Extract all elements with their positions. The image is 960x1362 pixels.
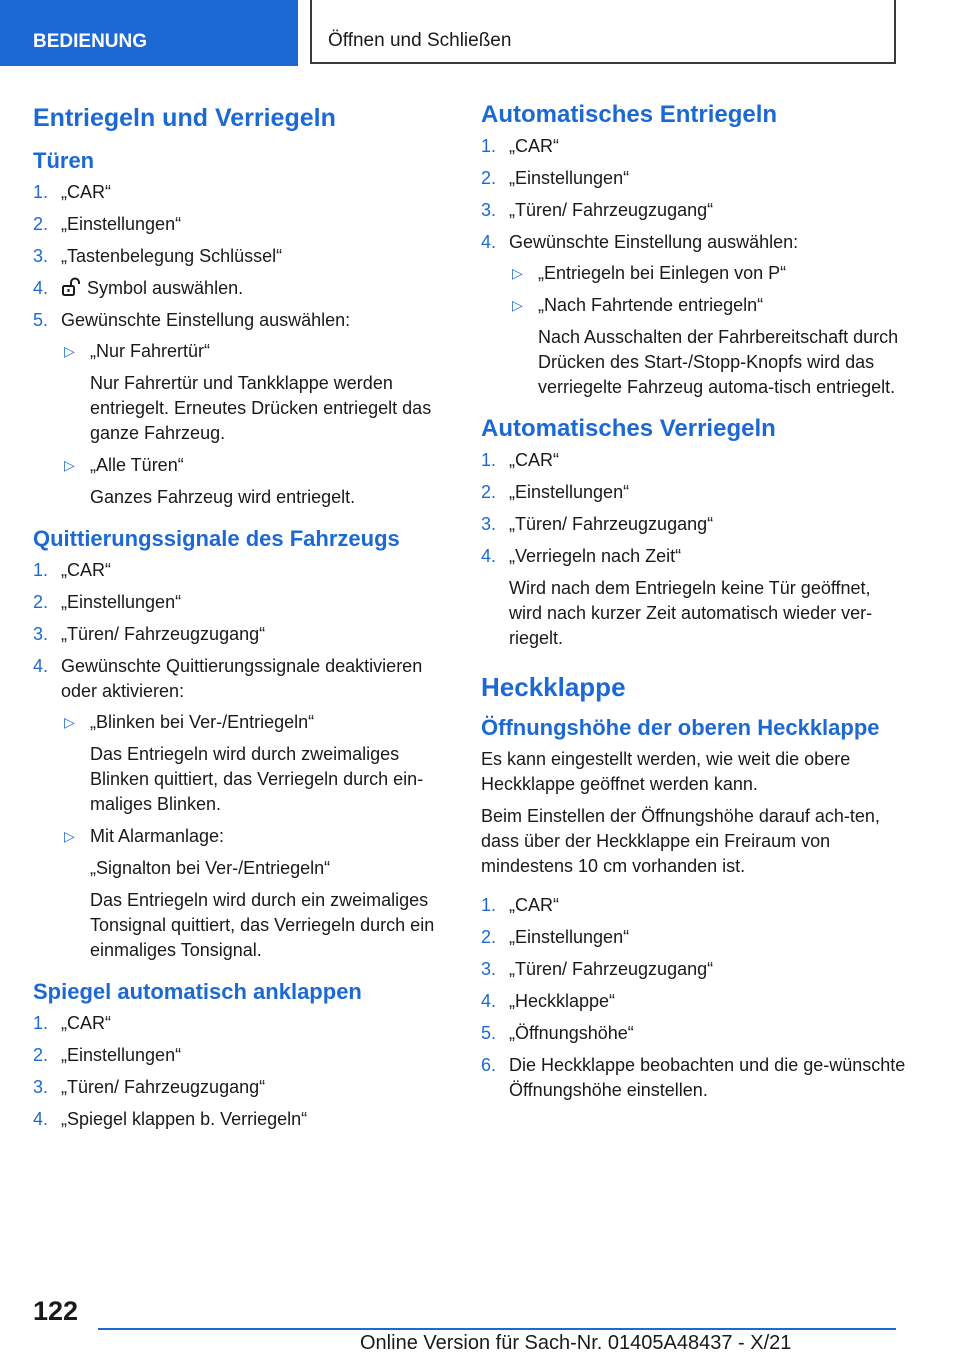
triangle-bullet-icon: ▷ xyxy=(64,828,75,844)
sub-list-item: ▷ „Nach Fahrtende entriegeln“ Nach Ausschalten der Fahrbereitschaft durch Drücken des Start-/Stopp-Knopfs wird das verriegelte Fahrzeug automa-tisch entriegelt. xyxy=(512,295,899,397)
list-item: 2. „Einstellungen“ xyxy=(33,1045,182,1065)
list-item: 4. „Heckklappe“ xyxy=(481,991,616,1011)
paragraph: Beim Einstellen der Öffnungshöhe darauf ach-ten, dass über der Heckklappe ein Freiraum von mindestens 10 cm vorhanden ist. xyxy=(481,806,880,876)
chapter-tab: BEDIENUNG xyxy=(0,0,298,66)
tailgate-steps xyxy=(481,893,906,1103)
page-number: 122 xyxy=(33,1296,79,1326)
right-column xyxy=(481,100,906,1110)
list-item: 5. Gewünschte Einstellung auswählen: ▷ „Nur Fahrertür“ Nur Fahrertür und Tankklappe werden entriegelt. Erneutes Drücken entriegelt das ganze Fahrzeug. ▷ „Alle Türen“ Ganzes Fahrzeug wird entriegelt. xyxy=(33,308,453,510)
left-column xyxy=(33,100,453,1139)
list-item: 6. Die Heckklappe beobachten und die ge-wünschte Öffnungshöhe einstellen. xyxy=(481,1055,906,1100)
sub-list-item: ▷ „Entriegeln bei Einlegen von P“ xyxy=(509,261,906,286)
list-item: 1. „CAR“ xyxy=(481,136,559,156)
list-item: 2. „Einstellungen“ xyxy=(33,214,182,234)
sub-list-item: ▷ „Alle Türen“ Ganzes Fahrzeug wird entriegelt. xyxy=(64,455,356,507)
list-item: 2. „Einstellungen“ xyxy=(481,168,630,188)
heading-signals: Quittierungssignale des Fahrzeugs xyxy=(33,526,400,551)
list-item: 4. „Spiegel klappen b. Verriegeln“ xyxy=(33,1109,308,1129)
auto-unlock-steps xyxy=(481,134,906,400)
heading-auto-unlock: Automatisches Entriegeln xyxy=(481,101,778,128)
list-item: 1. „CAR“ xyxy=(481,450,559,470)
heading-tailgate: Heckklappe xyxy=(481,672,626,702)
list-item: 3. „Tastenbelegung Schlüssel“ xyxy=(33,246,283,266)
sub-list-item: ▷ „Nur Fahrertür“ Nur Fahrertür und Tankklappe werden entriegelt. Erneutes Drücken entriegelt das ganze Fahrzeug. xyxy=(64,341,432,443)
list-item: 1. „CAR“ xyxy=(33,1013,111,1033)
list-item: 1. „CAR“ xyxy=(33,560,111,580)
mirror-steps xyxy=(33,1011,453,1132)
triangle-bullet-icon: ▷ xyxy=(512,265,523,281)
doors-steps xyxy=(33,180,453,510)
list-item: 3. „Türen/ Fahrzeugzugang“ xyxy=(481,200,714,220)
heading-mirror: Spiegel automatisch anklappen xyxy=(33,979,362,1004)
auto-lock-steps xyxy=(481,448,906,651)
list-item: 5. „Öffnungshöhe“ xyxy=(481,1023,634,1043)
list-item: 4. Gewünschte Einstellung auswählen: ▷ „Entriegeln bei Einlegen von P“ ▷ „Nach Fahrtende entriegeln“ Nach Ausschalten der Fahrbereitschaft durch Drücken des Start-/Stopp-Knopfs wird das verriegelte Fahrzeug automa-tisch entriegelt. xyxy=(481,230,906,400)
title-unlock-lock: Entriegeln und Verriegeln xyxy=(33,104,336,132)
triangle-bullet-icon: ▷ xyxy=(64,343,75,359)
footer-version: Online Version für Sach-Nr. 01405A48437 - X/21 xyxy=(360,1332,792,1354)
triangle-bullet-icon: ▷ xyxy=(64,457,75,473)
paragraph: Es kann eingestellt werden, wie weit die obere Heckklappe geöffnet werden kann. xyxy=(481,749,851,794)
list-item: 4. Symbol auswählen. xyxy=(33,278,244,298)
list-item: 3. „Türen/ Fahrzeugzugang“ xyxy=(33,624,266,644)
list-item: 1. „CAR“ xyxy=(33,182,111,202)
list-item: 3. „Türen/ Fahrzeugzugang“ xyxy=(481,514,714,534)
list-item: 3. „Türen/ Fahrzeugzugang“ xyxy=(481,959,714,979)
list-item: 4. „Verriegeln nach Zeit“ Wird nach dem Entriegeln keine Tür geöffnet, wird nach kurzer Zeit automatisch wieder ver-riegelt. xyxy=(481,546,873,648)
unlock-icon xyxy=(61,277,83,297)
page-header xyxy=(0,0,960,66)
sub-list-item: ▷ Mit Alarmanlage: „Signalton bei Ver-/Entriegeln“ Das Entriegeln wird durch ein zweimaliges Tonsignal quittiert, das Verriegeln durch ein einmaliges Tonsignal. xyxy=(64,826,435,960)
triangle-bullet-icon: ▷ xyxy=(512,297,523,313)
list-item: 3. „Türen/ Fahrzeugzugang“ xyxy=(33,1077,266,1097)
heading-auto-lock: Automatisches Verriegeln xyxy=(481,415,776,442)
list-item: 2. „Einstellungen“ xyxy=(481,927,630,947)
list-item: 2. „Einstellungen“ xyxy=(481,482,630,502)
triangle-bullet-icon: ▷ xyxy=(64,714,75,730)
list-item: 4. Gewünschte Quittierungssignale deaktivieren oder aktivieren: ▷ „Blinken bei Ver-/Entriegeln“ Das Entriegeln wird durch zweimaliges Blinken quittiert, das Verriegeln durch ein-maliges Blinken. ▷ Mit Alarmanlage: „Signalton bei Ver-/Entriegeln“ Das Entriegeln wird durch ein zweimaliges Tonsignal quittiert, das Verriegeln durch ein einmaliges Tonsignal. xyxy=(33,654,453,963)
heading-tailgate-height: Öffnungshöhe der oberen Heckklappe xyxy=(481,715,880,740)
signals-steps xyxy=(33,558,453,963)
heading-doors: Türen xyxy=(33,148,95,173)
footer-divider xyxy=(98,1328,896,1330)
sub-list-item: ▷ „Blinken bei Ver-/Entriegeln“ Das Entriegeln wird durch zweimaliges Blinken quittiert, das Verriegeln durch ein-maliges Blinken. xyxy=(64,712,424,814)
section-title: Öffnen und Schließen xyxy=(310,0,896,64)
list-item: 2. „Einstellungen“ xyxy=(33,592,182,612)
list-item: 1. „CAR“ xyxy=(481,895,559,915)
